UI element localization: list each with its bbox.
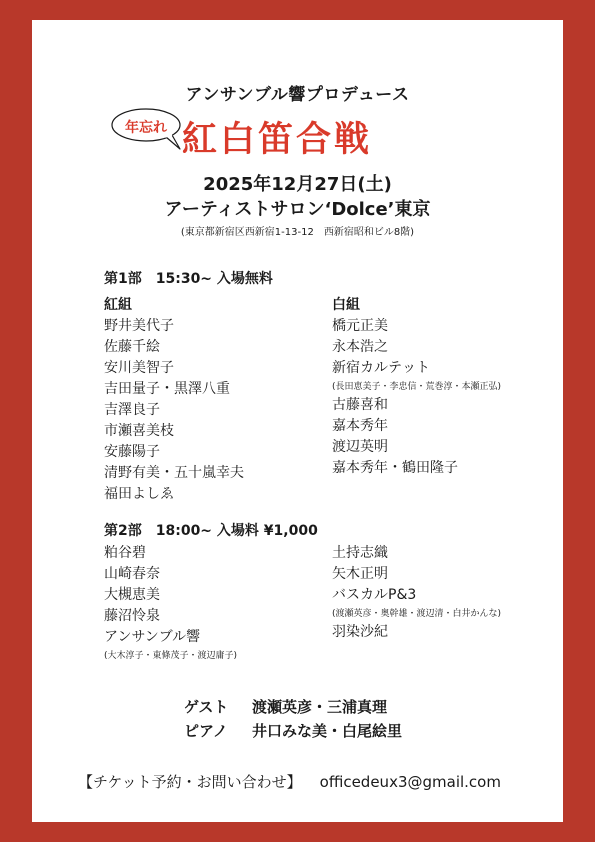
part2-white-list xyxy=(332,543,501,643)
red-performer: 山崎春奈 xyxy=(104,566,160,582)
white-performer: 橋元正美 xyxy=(332,318,388,334)
red-performer: 野井美代子 xyxy=(104,318,174,334)
white-performer: 渡辺英明 xyxy=(332,439,388,455)
speech-bubble xyxy=(108,103,188,153)
white-performer: 永本浩之 xyxy=(332,339,388,355)
flyer-sheet xyxy=(32,20,563,822)
contact-label: 【チケット予約・お問い合わせ】 xyxy=(78,773,302,791)
red-team-label: 紅組 xyxy=(104,297,132,313)
white-performer: 新宿カルテット xyxy=(332,360,430,376)
white-performer-members-note: (長田恵美子・李忠信・荒巻淳・本瀬正弘) xyxy=(332,382,502,392)
white-performer: 羽染沙紀 xyxy=(332,624,388,640)
white-performer: バスカルP&3 xyxy=(332,587,417,603)
guest-names: 渡瀬英彦・三浦真理 xyxy=(252,698,388,716)
red-performer: 藤沼怜泉 xyxy=(104,608,160,624)
piano-names: 井口みな美・白尾絵里 xyxy=(252,722,403,740)
white-performer: 嘉本秀年 xyxy=(332,418,388,434)
red-performer: 福田よしゑ xyxy=(104,486,174,502)
producer-line: アンサンブル響プロデュース xyxy=(185,85,410,105)
part2-heading: 第2部 18:00~ 入場料 ¥1,000 xyxy=(104,523,318,539)
red-performer: アンサンブル響 xyxy=(104,629,201,645)
red-performer: 吉澤良子 xyxy=(104,402,160,418)
contact-line xyxy=(78,771,501,792)
part1-heading: 第1部 15:30~ 入場無料 xyxy=(104,271,273,287)
venue-address: (東京都新宿区西新宿1-13-12 西新宿昭和ビル8階) xyxy=(180,227,415,238)
white-performer: 古藤喜和 xyxy=(332,397,388,413)
red-performer: 安藤陽子 xyxy=(104,444,160,460)
red-performer: 大槻恵美 xyxy=(104,587,160,603)
part1-white-list xyxy=(332,316,501,479)
event-title: 紅白笛合戦 xyxy=(182,120,373,160)
red-performer-members-note: (大木淳子・東條茂子・渡辺庸子) xyxy=(104,651,238,661)
red-performer: 佐藤千絵 xyxy=(104,339,160,355)
piano-row xyxy=(184,720,402,741)
event-date: 2025年12月27日(土) xyxy=(203,174,392,195)
red-performer: 安川美智子 xyxy=(104,360,174,376)
red-performer: 市瀬喜美枝 xyxy=(104,423,174,439)
contact-email[interactable]: officedeux3@gmail.com xyxy=(319,773,501,791)
red-performer: 粕谷碧 xyxy=(104,545,146,561)
white-team-label: 白組 xyxy=(332,297,360,313)
guest-label: ゲスト xyxy=(184,698,229,716)
part2-red-list xyxy=(104,543,237,664)
event-venue: アーティストサロン‘Dolce’東京 xyxy=(164,199,431,220)
white-performer-members-note: (渡瀬英彦・奥幹雄・渡辺清・白井かんな) xyxy=(332,609,502,619)
red-performer: 吉田量子・黒澤八重 xyxy=(104,381,230,397)
white-performer: 矢木正明 xyxy=(332,566,388,582)
part1-red-list xyxy=(104,316,244,505)
bubble-label: 年忘れ xyxy=(125,120,167,136)
red-performer: 清野有美・五十嵐幸夫 xyxy=(104,465,244,481)
white-performer: 土持志織 xyxy=(332,545,388,561)
guest-row xyxy=(184,696,387,717)
piano-label: ピアノ xyxy=(184,722,228,740)
white-performer: 嘉本秀年・鶴田隆子 xyxy=(332,460,458,476)
